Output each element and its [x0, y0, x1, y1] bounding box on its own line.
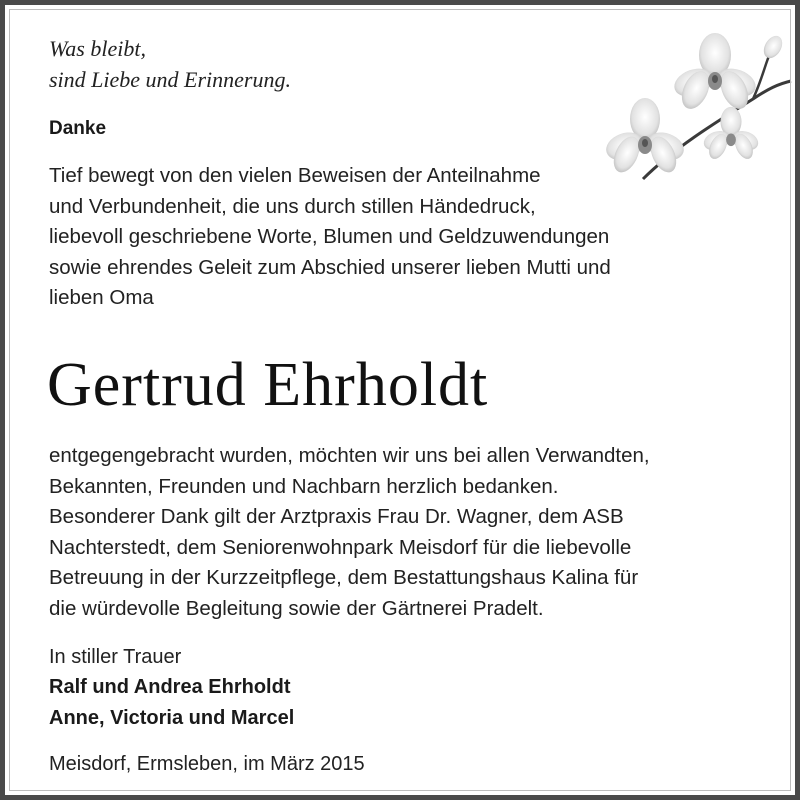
text-line: die würdevolle Begleitung sowie der Gärtnerei Pradelt. [49, 596, 544, 620]
signer-line: Anne, Victoria und Marcel [49, 707, 295, 729]
heading-danke: Danke [49, 118, 107, 139]
text-line: liebevoll geschriebene Worte, Blumen und Geldzuwendungen [49, 225, 610, 248]
orchid-icon [603, 29, 793, 199]
deceased-name: Gertrud Ehrholdt [47, 351, 489, 419]
text-line: Nachterstedt, dem Seniorenwohnpark Meisdorf für die liebevolle [49, 535, 632, 559]
text-line: sowie ehrendes Geleit zum Abschied unserer lieben Mutti und [49, 255, 611, 279]
text-line: lieben Oma [49, 286, 154, 309]
intro-paragraph [49, 161, 611, 314]
motto-line: Was bleibt, [49, 36, 146, 61]
text-line: Besonderer Dank gilt der Arztpraxis Frau Dr. Wagner, dem ASB [49, 505, 624, 528]
motto [49, 33, 291, 95]
text-line: Bekannten, Freunden und Nachbarn herzlich bedanken. [49, 474, 559, 498]
signer-line: Ralf und Andrea Ehrholdt [49, 676, 291, 698]
signers [49, 672, 294, 734]
mourning-label: In stiller Trauer [49, 646, 182, 668]
text-line: Betreuung in der Kurzzeitpflege, dem Bestattungshaus Kalina für [49, 566, 639, 589]
motto-line: sind Liebe und Erinnerung. [49, 67, 291, 92]
text-line: und Verbundenheit, die uns durch stillen Händedruck, [49, 194, 536, 218]
place-date: Meisdorf, Ermsleben, im März 2015 [49, 753, 365, 775]
text-line: entgegengebracht wurden, möchten wir uns bei allen Verwandten, [49, 444, 650, 467]
thanks-paragraph [49, 441, 650, 624]
text-line: Tief bewegt von den vielen Beweisen der Anteilnahme [49, 164, 541, 187]
